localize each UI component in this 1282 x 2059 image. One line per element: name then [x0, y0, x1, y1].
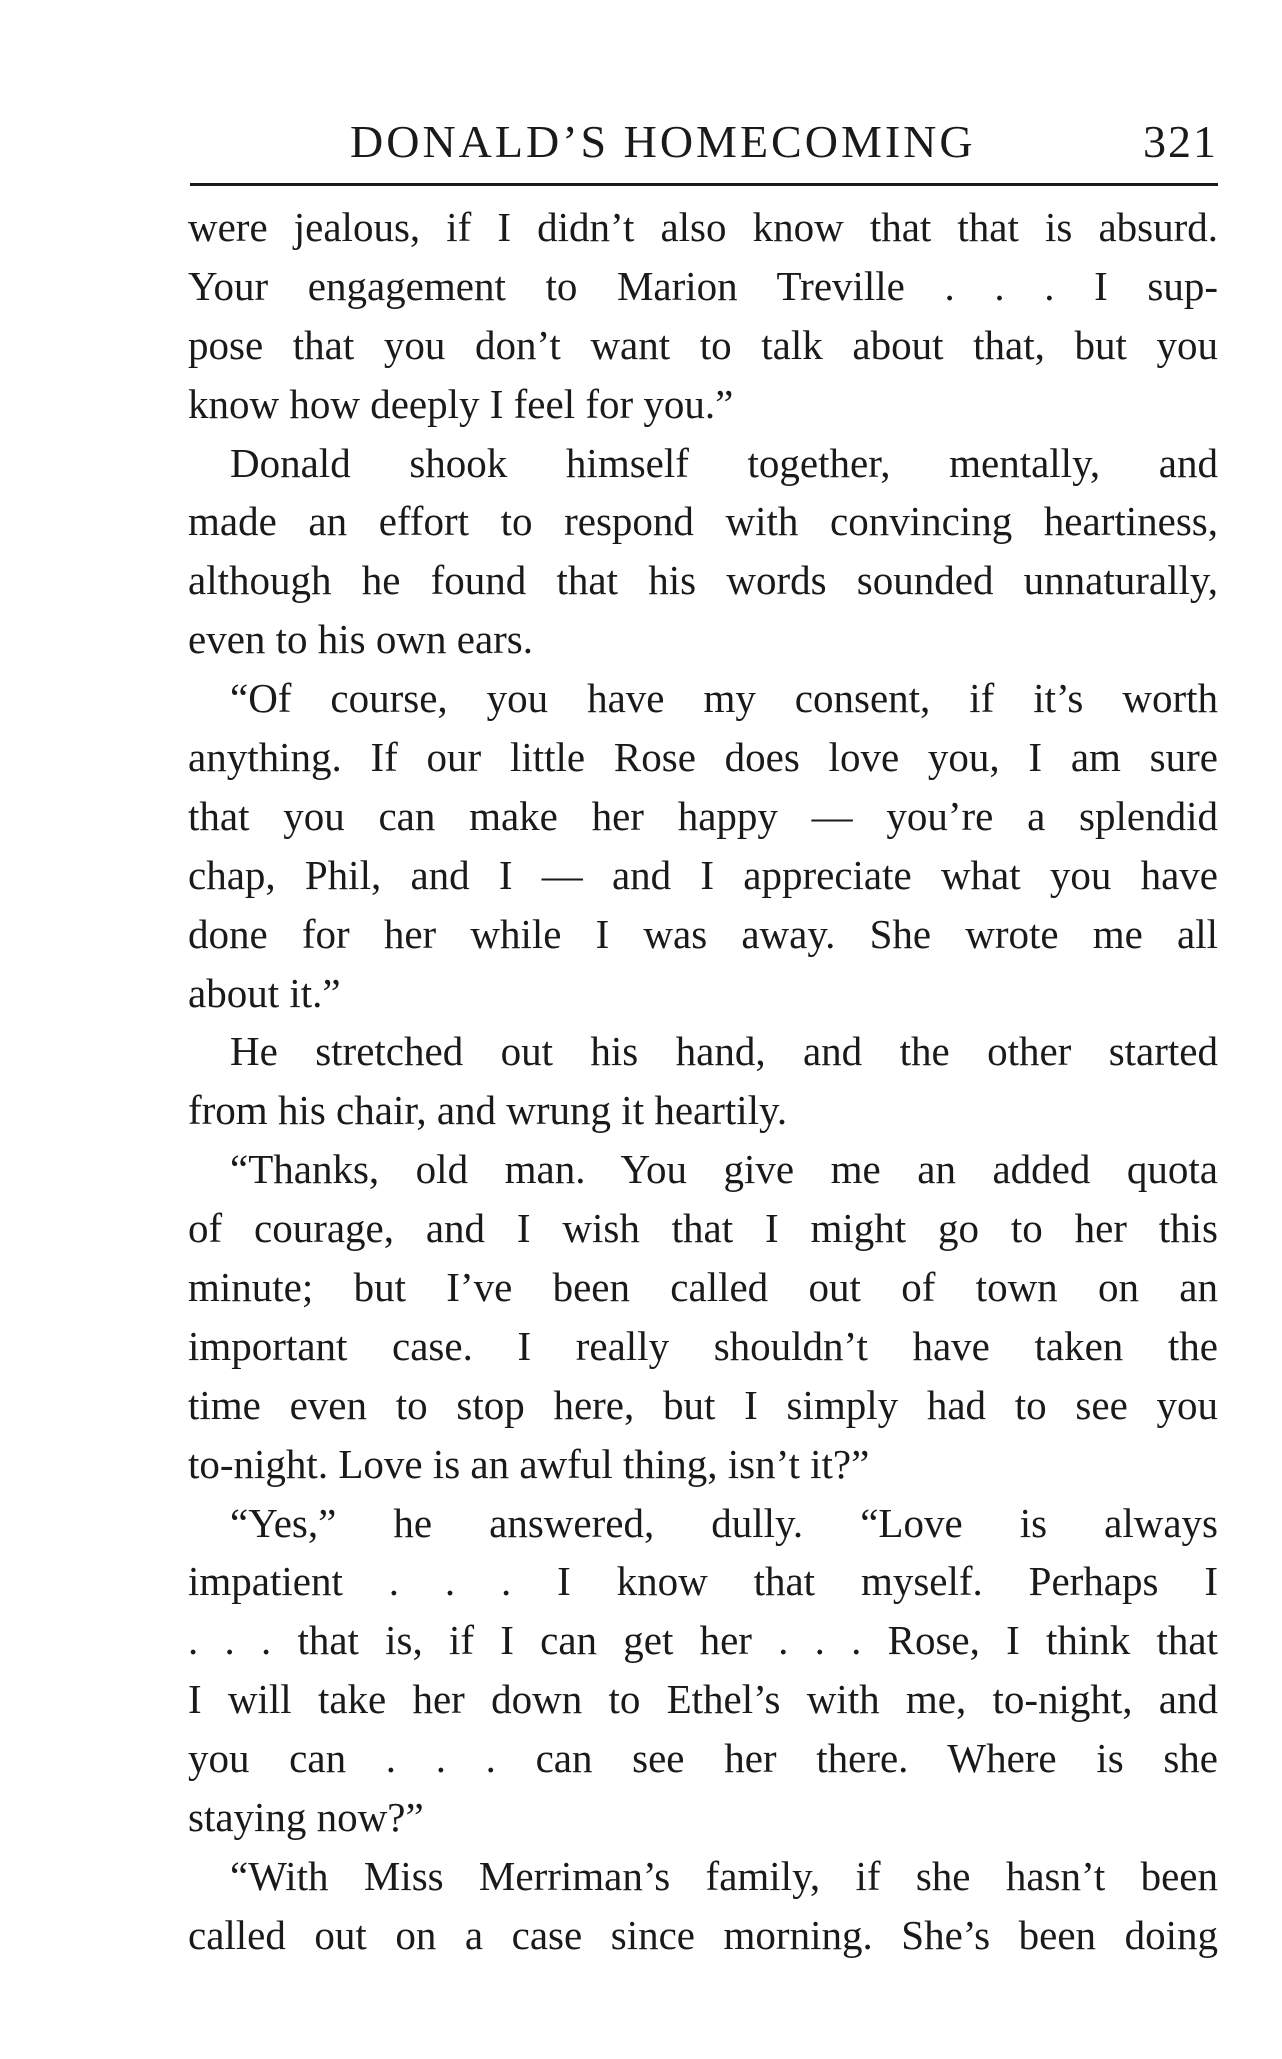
- text-line: that you can make her happy — you’re a splendid: [188, 792, 1218, 839]
- text-line: although he found that his words sounded unnaturally,: [188, 557, 1218, 604]
- text-line: I will take her down to Ethel’s with me, to-night, and: [188, 1676, 1218, 1723]
- text-line: “Thanks, old man. You give me an added quota: [230, 1146, 1218, 1193]
- text-line: pose that you don’t want to talk about that, but you: [188, 321, 1218, 368]
- text-line: you can . . . can see her there. Where is she: [188, 1735, 1218, 1782]
- page-header: [190, 112, 1218, 172]
- text-line: to-night. Love is an awful thing, isn’t it?”: [188, 1440, 870, 1487]
- text-line: anything. If our little Rose does love you, I am sure: [188, 734, 1218, 781]
- text-line: about it.”: [188, 969, 341, 1016]
- text-line: from his chair, and wrung it heartily.: [188, 1087, 788, 1134]
- text-line: “With Miss Merriman’s family, if she hasn’t been: [230, 1852, 1218, 1899]
- text-line: minute; but I’ve been called out of town on an: [188, 1264, 1218, 1311]
- body-text: [188, 198, 1218, 1965]
- text-line: called out on a case since morning. She’s been doing: [188, 1911, 1218, 1958]
- text-line: He stretched out his hand, and the other started: [230, 1028, 1218, 1075]
- text-line: chap, Phil, and I — and I appreciate what you have: [188, 851, 1218, 898]
- text-line: . . . that is, if I can get her . . . Rose, I think that: [188, 1617, 1218, 1664]
- text-line: “Yes,” he answered, dully. “Love is always: [230, 1499, 1218, 1546]
- text-line: done for her while I was away. She wrote me all: [188, 910, 1218, 957]
- text-line: Your engagement to Marion Treville . . . I sup-: [188, 262, 1218, 309]
- text-line: impatient . . . I know that myself. Perhaps I: [188, 1558, 1218, 1605]
- text-line: time even to stop here, but I simply had to see you: [188, 1381, 1218, 1428]
- text-line: staying now?”: [188, 1794, 424, 1841]
- text-line: important case. I really shouldn’t have taken the: [188, 1322, 1218, 1369]
- text-line: Donald shook himself together, mentally, and: [230, 439, 1218, 486]
- text-line: of courage, and I wish that I might go to her this: [188, 1205, 1218, 1252]
- page-number: 321: [1143, 116, 1218, 167]
- text-line: know how deeply I feel for you.”: [188, 380, 734, 427]
- running-head: DONALD’S HOMECOMING: [350, 116, 976, 167]
- text-line: made an effort to respond with convincing heartiness,: [188, 498, 1218, 545]
- text-line: were jealous, if I didn’t also know that that is absurd.: [188, 204, 1218, 250]
- text-line: even to his own ears.: [188, 616, 533, 663]
- text-line: “Of course, you have my consent, if it’s worth: [230, 675, 1218, 722]
- header-rule: [190, 183, 1218, 186]
